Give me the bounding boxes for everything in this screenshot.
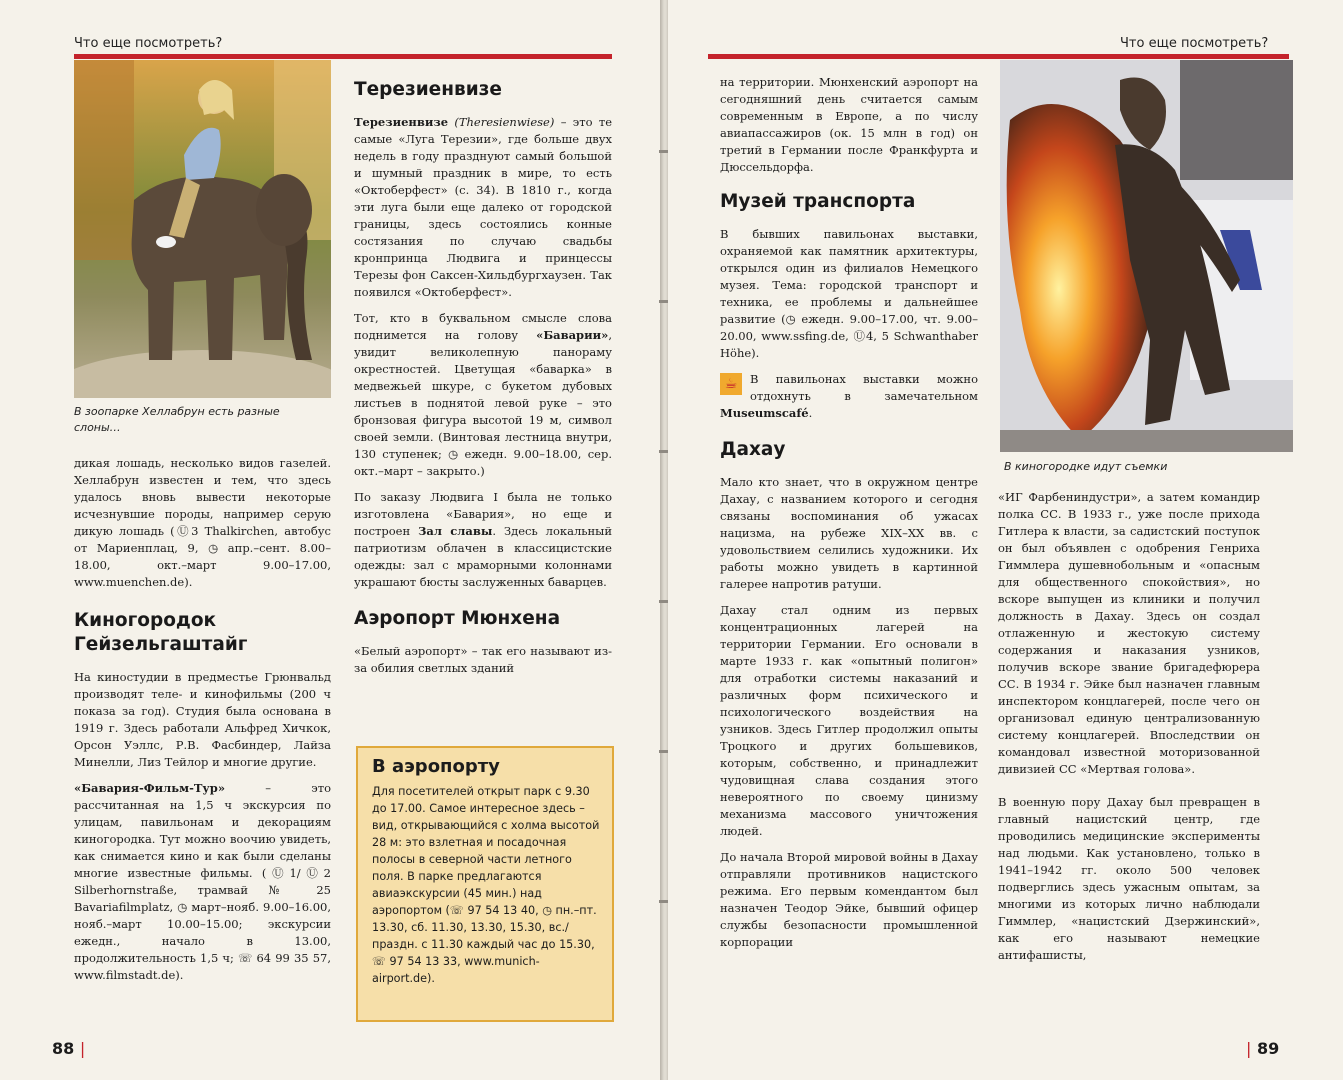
right-column-2 xyxy=(998,489,1260,973)
elephant-photo-caption: В зоопарке Хеллабрун есть разные слоны… xyxy=(74,405,280,434)
header-rule-left xyxy=(74,54,612,59)
museum-heading: Музей транспорта xyxy=(720,191,916,212)
dachau-paragraph-2: Дахау стал одним из первых концентрационных лагерей на территории Германии. Его основали в марте 1933 г. как «опытный полигон» для отработки системы наказаний и различных форм психического и психологического воздействия на узников. Здесь Гитлер продолжил опыты Троцкого и других большевиков, которым, собственно, и принадлежит чудовищная слава создания этого невероятного по своему цинизму механизма массового уничтожения людей. xyxy=(720,603,978,838)
header-rule-right xyxy=(708,54,1289,59)
page-number-right xyxy=(1246,1039,1279,1058)
airport-heading: Аэропорт Мюнхена xyxy=(354,608,561,629)
theresienwiese-paragraph-2 xyxy=(354,310,612,480)
theresienwiese-paragraph-3 xyxy=(354,489,612,591)
running-header-left: Что еще посмотреть? xyxy=(74,36,223,51)
dachau-war-paragraph: В военную пору Дахау был превращен в главный нацистский центр, где проводились медицинские эксперименты над людьми. Как установлено, только в 1941–1942 гг. около 500 человек подверглись здесь ужасным опытам, за многими из которых лично наблюдали Гиммлер, «нацистский Дзержинский», как его называют немецкие антифашисты, xyxy=(998,795,1260,962)
running-header-right: Что еще посмотреть? xyxy=(1120,36,1269,51)
theresienwiese-text: – это те самые «Луга Терезии», где больше двух недель в году празднуют самый большой и шумный праздник в мире, то есть «Октоберфест» (с. 34). В 1810 г., когда эти луга были еще далеко от городской границы, здесь состоялись конные состязания по случаю свадьбы кронпринца Людвига и принцессы Терезы фон Саксен-Хильдбургхаузен. Так появился «Октоберфест». xyxy=(354,115,612,299)
page-number-89: 89 xyxy=(1256,1039,1280,1058)
kino-tour-text: – это рассчитанная на 1,5 ч экскурсия по улицам, павильонам и декорациям киногородка. Тут можно воочию увидеть, как снимается кино и как были сделаны многие известные фильмы. (Ⓤ1/Ⓤ2 Silberhornstraße, трамвай № 25 Bavariafilmplatz, ◷ март–нояб. 9.00–16.00, нояб.–март 10.00–15.00; экскурсии ежедн., начало в 13.00, продолжительность 1,5 ч; ☏ 64 99 35 57, www.filmstadt.de). xyxy=(74,781,331,982)
right-column-1 xyxy=(720,74,978,960)
kino-paragraph-2 xyxy=(74,780,331,984)
bavaria-text-a: Тот, кто в буквальном смысле слова поднимется на голову xyxy=(354,311,612,342)
film-set-caption: В киногородке идут съемки xyxy=(1004,460,1168,473)
right-page xyxy=(668,0,1343,1080)
hall-text-a: По заказу Людвига I была не только изготовлена «Бавария», но еще и построен xyxy=(354,490,612,538)
elephant-photo xyxy=(74,60,331,398)
left-column-1 xyxy=(74,455,331,993)
film-set-photo xyxy=(1000,60,1293,452)
airport-paragraph-cont: на территории. Мюнхенский аэропорт на сегодняшний день считается самым современным в Европе, а по числу авиапассажиров (ок. 15 млн в год) он третий в Германии после Франкфурта и Дюссельдорфа. xyxy=(720,75,978,174)
dachau-paragraph-1: Мало кто знает, что в окружном центре Дахау, с названием которого и сегодня связаны воспоминания об ужасах нацизма, на рубеже XIX–XX вв. с удовольствием селились художники. Их работы можно увидеть в картинной галерее напротив ратуши. xyxy=(720,475,978,591)
kino-heading: Киногородок Гейзельгаштайг xyxy=(74,610,248,655)
cafe-name: Museumscafé xyxy=(720,406,809,420)
cafe-text-b: . xyxy=(808,406,813,420)
left-page xyxy=(0,0,662,1080)
bavaria-text-b: , увидит великолепную панораму окрестностей. Цветущая «баварка» в медвежьей шкуре, с букетом дубовых листьев в поднятой левой руке – это бронзовая фигура высотой 19 м, символ своей земли. (Винтовая лестница внутри, 130 ступенек; ◷ ежедн. 9.00–18.00, сер. окт.–март – закрыто.) xyxy=(354,328,612,478)
page-number-bar: | xyxy=(79,1039,86,1058)
left-column-2 xyxy=(354,78,612,686)
theresienwiese-german: (Theresienwiese) xyxy=(454,115,555,129)
theresienwiese-term: Терезиенвизе xyxy=(354,115,449,129)
airport-box-text: Для посетителей открыт парк с 9.30 до 17.00. Самое интересное здесь – вид, открывающийся с холма высотой 28 м: это взлетная и посадочная полосы в северной части летного поля. В парке предлагаются авиаэкскурсии (45 мин.) над аэропортом (☏ 97 54 13 40, ◷ пн.–пт. 13.30, сб. 11.30, 13.30, 15.30, вс./праздн. с 11.30 каждый час до 15.30, ☏ 97 54 13 33, www.munich-airport.de). xyxy=(372,785,600,985)
page-number-bar: | xyxy=(1246,1039,1252,1058)
hall-text-b: . Здесь локальный патриотизм облачен в классицистские одежды: зал с мраморными колоннами украшают бюсты заслуженных баварцев. xyxy=(354,524,612,589)
dachau-heading: Дахау xyxy=(720,439,786,460)
page-number-left xyxy=(52,1039,85,1058)
hall-name: Зал славы xyxy=(418,524,493,538)
cafe-icon: ☕ xyxy=(720,373,742,395)
theresienwiese-paragraph-1 xyxy=(354,114,612,301)
kino-paragraph-1: На киностудии в предместье Грюнвальд производят теле- и кинофильмы (200 ч показа за год). Студия была основана в 1919 г. Здесь работали Альфред Хичкок, Орсон Уэллс, Р.В. Фасбиндер, Лайза Минелли, Лиз Тейлор и многие другие. xyxy=(74,670,331,769)
airport-paragraph-1: «Белый аэропорт» – так его называют из-за обилия светлых зданий xyxy=(354,644,612,675)
airport-box-title: В аэропорту xyxy=(372,756,500,777)
theresienwiese-heading: Терезиенвизе xyxy=(354,79,502,100)
zoo-paragraph: дикая лошадь, несколько видов газелей. Хеллабрун известен и тем, что здесь удалось вновь вывести некоторые исчезнувшие породы, например серую дикую лошадь (Ⓤ3 Thalkirchen, автобус от Мариенплац, 9, ◷ апр.–сент. 8.00–18.00, окт.–март 9.00–17.00, www.muenchen.de). xyxy=(74,456,331,589)
dachau-eicke-paragraph: «ИГ Фарбениндустри», а затем командир полка СС. В 1933 г., уже после прихода Гитлера к власти, за садистский поступок он был объявлен с одобрения Генриха Гиммлера душевнобольным и «опасным для общественного спокойствия», но вскоре выпущен из клиники и получил должность в Дахау. Здесь он создал отлаженную и жестокую систему содержания и наказания узников, получив вскоре звание бригадефюрера СС. В 1934 г. Эйке был назначен главным инспектором концлагерей, после чего он организовал единую централизованную систему концлагерей. Впоследствии он командовал известной моторизованной дивизией СС «Мертвая голова». xyxy=(998,490,1260,776)
dachau-paragraph-3: До начала Второй мировой войны в Дахау отправляли противников нацистского режима. Его первым комендантом был назначен Теодор Эйке, бывший офицер службы безопасности промышленной корпорации xyxy=(720,850,978,949)
airport-info-box xyxy=(356,746,614,1022)
cafe-text-a: В павильонах выставки можно отдохнуть в замечательном xyxy=(750,372,978,403)
kino-tour-name: «Бавария-Фильм-Тур» xyxy=(74,781,226,795)
page-number-88: 88 xyxy=(52,1039,75,1058)
bavaria-name: «Баварии» xyxy=(536,328,609,342)
museum-paragraph-1: В бывших павильонах выставки, охраняемой как памятник архитектуры, открылся один из филиалов Немецкого музея. Тема: городской транспорт и техника, ее проблемы и дальнейшее развитие (◷ ежедн. 9.00–17.00, чт. 9.00–20.00, www.ssfing.de, Ⓤ4, 5 Schwanthaber Höhe). xyxy=(720,227,978,360)
museum-cafe-paragraph xyxy=(720,371,978,422)
